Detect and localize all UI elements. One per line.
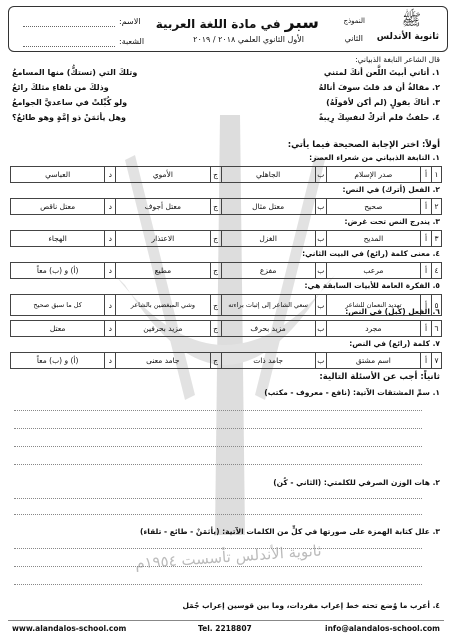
option-text[interactable]: المديح (326, 231, 420, 247)
written-question (273, 478, 440, 487)
option-text[interactable]: الغزل (221, 231, 315, 247)
option-text[interactable]: مفزع (221, 263, 315, 279)
option-letter: ب (315, 321, 326, 337)
option-text[interactable]: صحيح (326, 199, 420, 215)
option-text[interactable]: اسم مشتق (326, 353, 420, 369)
poem-ajz: وهل يأثمَنْ ذو إمَّةٍ وهو طائعُ؟ (12, 113, 126, 122)
option-letter: أ (421, 167, 432, 183)
option-text[interactable]: جامد ذات (221, 353, 315, 369)
answer-line[interactable] (14, 566, 422, 567)
form-value: الثاني (344, 34, 363, 43)
answer-line[interactable] (14, 498, 422, 499)
option-text[interactable]: جامد معنى (116, 353, 210, 369)
option-letter: ج (210, 167, 221, 183)
logo-mark: ﷺ (401, 10, 421, 29)
poem-ajz: ولو كُبِّلتْ في ساعديَّ الجوامعُ (12, 98, 128, 107)
option-text[interactable]: مزيد بحرف (221, 321, 315, 337)
answer-line[interactable] (14, 514, 422, 515)
poem-sadr: ٢. مقالةُ أن قد قلتَ سوفَ أنالهُ (318, 83, 440, 92)
form-label: النموذج (343, 17, 365, 25)
option-letter: أ (421, 263, 432, 279)
option-number: ٦ (432, 321, 442, 337)
option-text[interactable]: الهجاء (11, 231, 105, 247)
option-text[interactable]: مطيع (116, 263, 210, 279)
option-number: ٧ (432, 353, 442, 369)
answer-line[interactable] (14, 410, 422, 411)
option-letter: ج (210, 353, 221, 369)
option-text[interactable]: معتل ناقص (11, 199, 105, 215)
option-text[interactable]: كل ما سبق صحيح (11, 295, 105, 316)
question-text: ٦. الفعل (كبل) في النص: (345, 307, 440, 316)
written-question-number: ١. (432, 388, 440, 397)
question-text: ٥. الفكرة العامة للأبيات السابقة هي: (304, 281, 440, 290)
written-question-number: ٤. (432, 601, 440, 610)
option-number: ١ (432, 167, 442, 183)
written-question-text: أعرب ما وُضع تحته خط إعراب مفردات، وما بين قوسين إعراب جُمَل (182, 601, 430, 610)
option-letter: ب (315, 231, 326, 247)
written-question-text: علل كتابة الهمزة على صورتها في كلٍّ من الكلمات الآتية: (يأثمَنْ - طائع - تلقاء) (140, 527, 430, 536)
option-text[interactable]: الأموي (116, 167, 210, 183)
option-letter: ج (210, 263, 221, 279)
option-text[interactable]: مزيد بحرفين (116, 321, 210, 337)
options-row (10, 198, 442, 215)
option-letter: أ (421, 199, 432, 215)
option-letter: أ (421, 321, 432, 337)
option-letter: ب (315, 167, 326, 183)
option-letter: ب (315, 353, 326, 369)
option-text[interactable]: (أ) و (ب) معاً (11, 263, 105, 279)
options-row (10, 230, 442, 247)
option-text[interactable]: العباسي (11, 167, 105, 183)
option-letter: ج (210, 321, 221, 337)
option-letter: أ (421, 295, 432, 316)
option-letter: ج (210, 231, 221, 247)
question-text: ١. النابغة الذبياني من شعراء العصر: (309, 153, 440, 162)
section-line[interactable] (23, 46, 115, 47)
answer-line[interactable] (14, 428, 422, 429)
exam-title (156, 13, 319, 33)
question-text: ٢. الفعل (أترك) في النص: (342, 185, 440, 194)
option-letter: د (105, 321, 116, 337)
poem-line (12, 113, 440, 124)
options-row (10, 262, 442, 279)
option-text[interactable]: معتل أجوف (116, 199, 210, 215)
poem-ajz: وتلكَ التي (تستكُّ) منها المسامعُ (12, 68, 138, 77)
name-label: الاسم: (119, 17, 141, 26)
footer-phone: Tel. 2218807 (198, 624, 252, 633)
poem-sadr: ١. أتاني أبيتَ اللَّعن أنكَ لمتني (323, 68, 440, 77)
question-text: ٤. معنى كلمة (رائع) في البيت الثاني: (302, 249, 440, 258)
poem-line (12, 98, 440, 109)
question-text: ٣. يندرج النص تحت غرض: (344, 217, 440, 226)
written-question (182, 601, 440, 610)
option-letter: د (105, 199, 116, 215)
footer-website[interactable]: www.alandalos-school.com (12, 624, 127, 633)
written-question (140, 527, 440, 536)
watermark-text: ثانوية الأندلس تأسست ١٩٥٤م (134, 541, 323, 573)
written-question-text: هات الوزن الصرفي للكلمتي: (الثاني - كُن) (273, 478, 430, 487)
option-number: ٢ (432, 199, 442, 215)
title-rest: في مادة اللغة العربية (155, 17, 281, 31)
option-letter: أ (421, 231, 432, 247)
option-text[interactable]: الاعتذار (116, 231, 210, 247)
option-letter: ج (210, 295, 221, 316)
poem-sadr: ٣. أتاكَ بقولٍ (لم أكن لأقولَهُ) (326, 98, 440, 107)
option-letter: د (105, 231, 116, 247)
option-letter: ب (315, 295, 326, 316)
option-text[interactable]: الجاهلي (221, 167, 315, 183)
option-text[interactable]: مجرد (326, 321, 420, 337)
option-text[interactable]: معتل (11, 321, 105, 337)
option-text[interactable]: مرعب (326, 263, 420, 279)
option-text[interactable]: صدر الإسلام (326, 167, 420, 183)
option-text[interactable]: (أ) و (ب) معاً (11, 353, 105, 369)
answer-line[interactable] (14, 548, 422, 549)
option-letter: د (105, 263, 116, 279)
option-letter: ج (210, 199, 221, 215)
answer-line[interactable] (14, 584, 422, 585)
option-letter: ب (315, 263, 326, 279)
section-label: الشعبة: (119, 37, 145, 46)
options-row (10, 166, 442, 183)
footer (8, 620, 444, 633)
option-number: ٤ (432, 263, 442, 279)
option-letter: ب (315, 199, 326, 215)
written-question (264, 388, 440, 397)
option-number: ٣ (432, 231, 442, 247)
answer-line[interactable] (14, 464, 422, 465)
name-line[interactable] (23, 26, 115, 27)
poem-intro: قال الشاعر النابغة الذبياني: (355, 55, 440, 64)
poem-line (12, 83, 440, 94)
options-row (10, 352, 442, 369)
poem-ajz: وذلكَ من تلقاءِ مثلكَ رائعُ (12, 83, 109, 92)
written-question-number: ٢. (432, 478, 440, 487)
written-question-text: سمِّ المشتقات الآتية: (نافع - معروف - مكتب) (264, 388, 430, 397)
title-word: سبر (284, 13, 319, 33)
option-letter: د (105, 167, 116, 183)
logo-text: ثانوية الأندلس (376, 32, 439, 42)
school-logo (371, 10, 441, 48)
header-box (8, 6, 448, 52)
option-letter: د (105, 353, 116, 369)
option-text[interactable]: وشي المبغضين بالشاعر (116, 295, 210, 316)
part-one-title: أولاً: اختر الإجابة الصحيحة فيما يأتي: (287, 140, 440, 150)
written-question-number: ٣. (432, 527, 440, 536)
options-row (10, 320, 442, 337)
option-letter: أ (421, 353, 432, 369)
question-text: ٧. كلمة (رائع) في النص: (349, 339, 440, 348)
poem-sadr: ٤. حلفتُ فلم أتركْ لنفسِكَ رِيبةً (318, 113, 440, 122)
exam-subtitle: الأول الثانوي العلمي ٢٠١٨ / ٢٠١٩ (193, 35, 304, 44)
option-letter: د (105, 295, 116, 316)
option-number: ٥ (432, 295, 442, 316)
footer-email[interactable]: info@alandalos-school.com (325, 624, 440, 633)
part-two-title: ثانياً: أجب عن الأسئلة التالية: (319, 372, 440, 382)
answer-line[interactable] (14, 446, 422, 447)
option-text[interactable]: معتل مثال (221, 199, 315, 215)
option-text[interactable]: سعي الشاعر إلى إثبات براءته (221, 295, 315, 316)
option-text[interactable]: تهديد النعمان للشاعر (326, 295, 420, 316)
poem-line (12, 68, 440, 79)
